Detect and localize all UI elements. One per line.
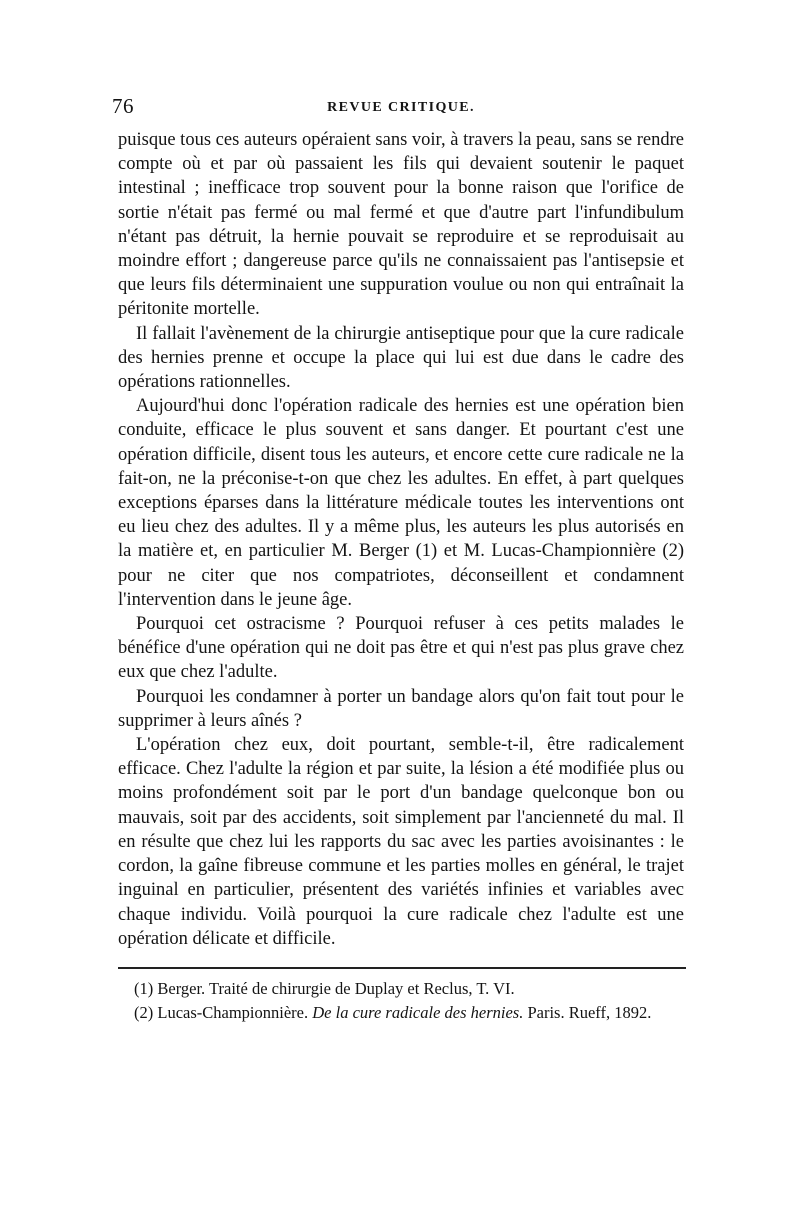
footnote-1 — [118, 977, 684, 1001]
running-head — [112, 94, 684, 128]
paragraph: Aujourd'hui donc l'opération radicale des hernies est une opération bien conduite, efficace le plus souvent et sans danger. Et pourtant c'est une opération difficile, disent tous les auteurs, et encore cette cure radicale ne la fait-on, ne la préconise-t-on que chez les adultes. En effet, à part quelques exceptions éparses dans la littérature médicale toutes les interventions ont eu lieu chez des adultes. Il y a même plus, les auteurs les plus autorisés en la matière et, en particulier M. Berger (1) et M. Lucas-Championnière (2) pour ne citer que nos compatriotes, déconseillent et condamnent l'intervention dans le jeune âge. — [118, 396, 684, 610]
footnote-number: (1) — [134, 978, 154, 998]
book-page — [112, 94, 684, 1025]
page-number: 76 — [112, 94, 134, 118]
footnote-author: Lucas-Championnière. — [157, 1002, 309, 1022]
footnote-text: Berger. Traité de chirurgie de Duplay et Reclus, T. VI. — [157, 978, 515, 998]
paragraph: L'opération chez eux, doit pourtant, semble-t-il, être radicalement efficace. Chez l'adulte la région et par suite, la lésion a été modifiée plus ou moins profondément soit par le port d'un bandage quelconque bon ou mauvais, soit par des accidents, soit simplement par l'ancienneté du mal. Il en résulte que chez lui les rapports du sac avec les parties avoisinantes : le cordon, la gaîne fibreuse commune et les parties molles en général, le trajet inguinal en particulier, présentent des variétés infinies et variables avec chaque individu. Voilà pourquoi la cure radicale chez l'adulte est une opération délicate et difficile. — [118, 735, 684, 949]
footnote-separator-rule — [118, 967, 686, 969]
paragraph: Il fallait l'avènement de la chirurgie antiseptique pour que la cure radicale des hernies prenne et occupe la place qui lui est due dans le cadre des opérations rationnelles. — [118, 323, 684, 393]
body-text — [118, 128, 684, 951]
running-title: REVUE CRITIQUE. — [327, 100, 475, 115]
footnotes — [118, 977, 684, 1025]
footnote-2 — [118, 1001, 684, 1025]
paragraph: Pourquoi cet ostracisme ? Pourquoi refuser à ces petits malades le bénéfice d'une opération qui ne doit pas être et qui n'est pas plus grave chez eux que chez l'adulte. — [118, 614, 684, 683]
footnote-number: (2) — [134, 1002, 154, 1022]
footnote-title: De la cure radicale des hernies. — [312, 1002, 524, 1022]
footnote-publication: Paris. Rueff, 1892. — [527, 1002, 652, 1022]
paragraph: puisque tous ces auteurs opéraient sans voir, à travers la peau, sans se rendre compte où et par où passaient les fils qui devaient soutenir le paquet intestinal ; inefficace trop souvent pour la bonne raison que l'orifice de sortie n'était pas fermé ou mal fermé et que d'autre part l'infundibulum n'étant pas détruit, la hernie pouvait se reproduire et se reproduisait au moindre effort ; dangereuse parce qu'ils ne connaissaient pas l'antisepsie et que leurs fils déterminaient une suppuration voulue ou non qui entraînait la péritonite mortelle. — [118, 130, 684, 320]
paragraph: Pourquoi les condamner à porter un bandage alors qu'on fait tout pour le supprimer à leurs aînés ? — [118, 686, 684, 731]
